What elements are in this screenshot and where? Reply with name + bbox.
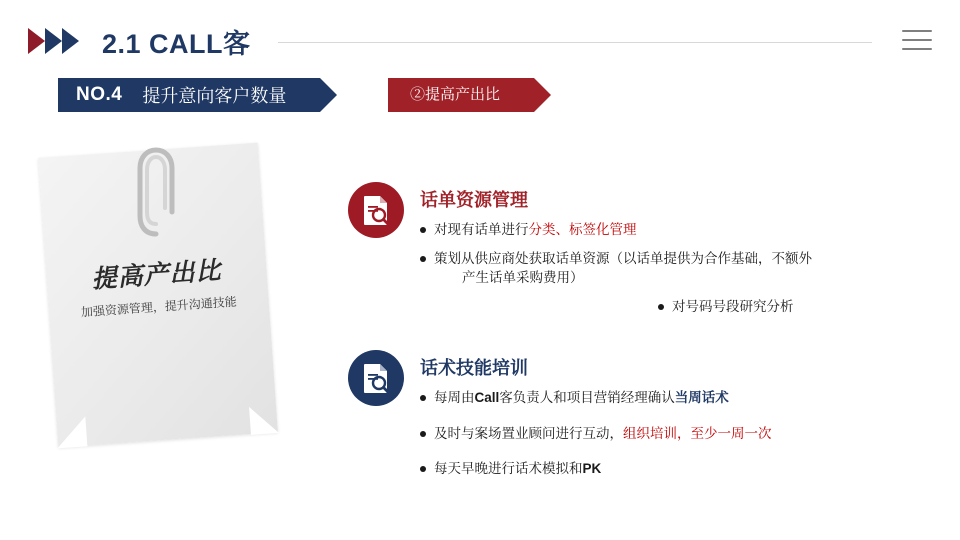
hamburger-bar <box>902 48 932 50</box>
list-item <box>420 424 950 444</box>
ribbon-secondary <box>388 78 534 112</box>
section-bullet-list <box>420 388 950 495</box>
list-item <box>420 220 950 240</box>
note-card-title: 提高产出比 <box>90 256 223 294</box>
header-divider <box>278 42 872 43</box>
hamburger-bar <box>902 30 932 32</box>
bullet-strong-text: PK <box>582 461 602 477</box>
slide-header <box>28 22 932 62</box>
section-heading: 话术技能培训 <box>420 358 528 378</box>
section-heading: 话单资源管理 <box>420 190 528 210</box>
bullet-accent-text: 当周话术 <box>674 390 729 405</box>
ribbon-title: 提升意向客户数量 <box>142 86 287 106</box>
bullet-text-continued: 产生话单采购费用） <box>462 270 584 286</box>
ribbon-tag: ②提高产出比 <box>410 86 501 104</box>
bullet-strong-text: Call <box>474 390 500 405</box>
note-corner-fold <box>55 416 87 448</box>
hamburger-menu-icon[interactable] <box>902 30 932 52</box>
bullet-accent-text: 组织培训，至少一周一次 <box>623 425 772 441</box>
document-search-icon <box>348 182 404 238</box>
ribbon-badge: NO.4 <box>76 84 123 105</box>
hamburger-bar <box>902 39 932 41</box>
note-card-subtitle: 加强资源管理，提升沟通技能 <box>80 294 238 320</box>
list-item <box>420 459 950 479</box>
bullet-text: 客负责人和项目营销经理确认 <box>499 390 675 405</box>
bullet-text: 每周由 <box>434 390 475 405</box>
note-corner-fold <box>249 405 279 435</box>
chevron-right-icon <box>45 28 62 54</box>
bullet-text: 对号码号段研究分析 <box>672 298 794 314</box>
bullet-accent-text: 分类、标签化管理 <box>528 222 637 237</box>
list-item <box>658 297 950 317</box>
page-title: 2.1 CALL客 <box>102 29 251 59</box>
list-item <box>420 388 950 408</box>
bullet-text: 策划从供应商处获取话单资源（以话单提供为合作基础，不额外 <box>434 250 812 266</box>
bullet-text: 每天早晚进行话术模拟和 <box>434 461 583 477</box>
chevron-right-icon <box>28 28 45 54</box>
bullet-text: 对现有话单进行 <box>434 222 529 237</box>
ribbon-primary <box>58 78 320 112</box>
chevron-decoration <box>28 28 90 54</box>
list-item <box>420 249 950 288</box>
bullet-text: 及时与案场置业顾问进行互动， <box>434 425 623 441</box>
paperclip-icon <box>136 146 176 238</box>
chevron-right-icon <box>62 28 79 54</box>
document-search-icon <box>348 350 404 406</box>
section-bullet-list <box>420 220 950 325</box>
